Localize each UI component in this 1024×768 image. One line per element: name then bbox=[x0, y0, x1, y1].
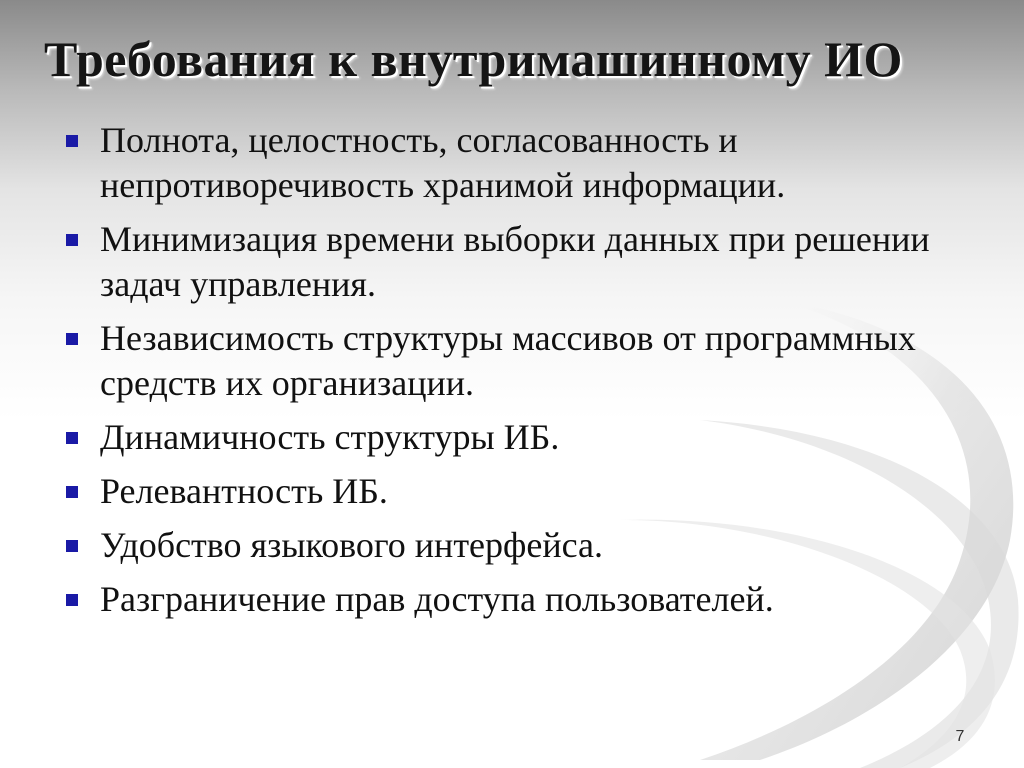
slide-number: 7 bbox=[955, 728, 965, 745]
bullet-list bbox=[60, 118, 960, 622]
list-item bbox=[60, 316, 960, 406]
list-item bbox=[60, 217, 960, 307]
slide-title: Требования к внутримашинному ИО bbox=[44, 31, 903, 87]
list-item bbox=[60, 523, 960, 568]
square-bullet-icon bbox=[66, 540, 78, 552]
bullet-text: Минимизация времени выборки данных при решении задач управления. bbox=[100, 219, 930, 304]
list-item bbox=[60, 415, 960, 460]
bullet-text: Разграничение прав доступа пользователей. bbox=[100, 579, 774, 619]
bullet-text: Полнота, целостность, согласованность и непротиворечивость хранимой информации. bbox=[100, 120, 786, 205]
bullet-text: Независимость структуры массивов от программных средств их организации. bbox=[100, 318, 916, 403]
bullet-text: Динамичность структуры ИБ. bbox=[100, 417, 560, 457]
square-bullet-icon bbox=[66, 135, 78, 147]
list-item bbox=[60, 118, 960, 208]
square-bullet-icon bbox=[66, 234, 78, 246]
square-bullet-icon bbox=[66, 432, 78, 444]
bullet-text: Удобство языкового интерфейса. bbox=[100, 525, 603, 565]
bullet-text: Релевантность ИБ. bbox=[100, 471, 388, 511]
list-item bbox=[60, 577, 960, 622]
list-item bbox=[60, 469, 960, 514]
square-bullet-icon bbox=[66, 333, 78, 345]
square-bullet-icon bbox=[66, 594, 78, 606]
square-bullet-icon bbox=[66, 486, 78, 498]
